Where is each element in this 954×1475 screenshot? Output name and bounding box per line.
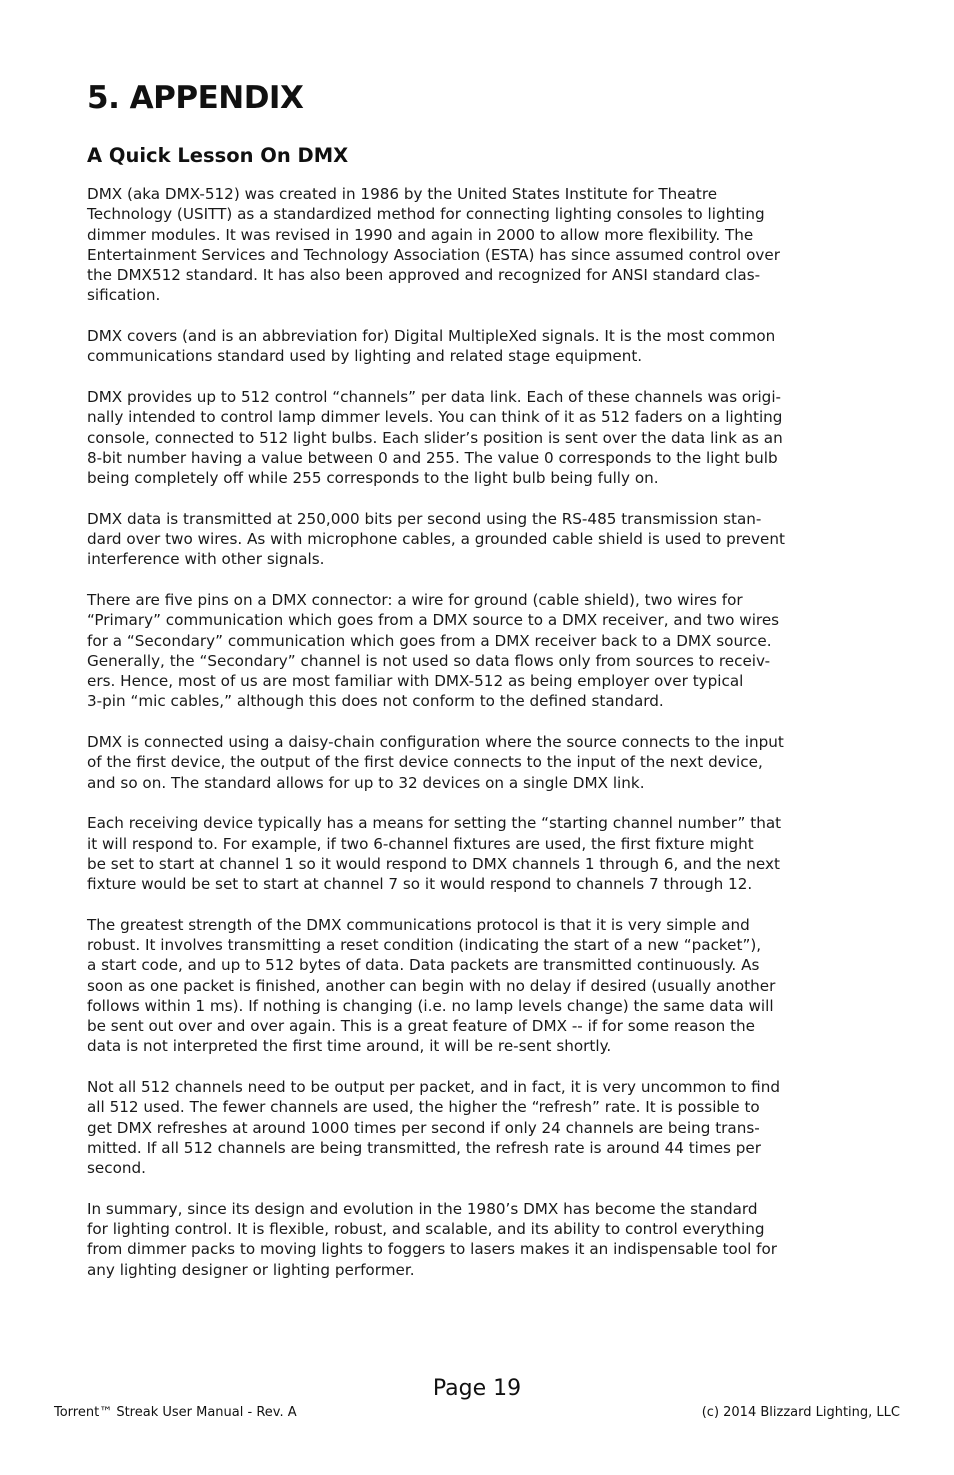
paragraph-line: interference with other signals. [87, 550, 325, 569]
section-title: A Quick Lesson On DMX [87, 144, 349, 167]
paragraph-line: The greatest strength of the DMX communications protocol is that it is very simple and [87, 915, 750, 934]
footer-copyright: (c) 2014 Blizzard Lighting, LLC [701, 1405, 900, 1420]
paragraph-line: “Primary” communication which goes from a DMX source to a DMX receiver, and two wires [87, 611, 780, 630]
body-paragraph [87, 509, 887, 570]
paragraph-line: be sent out over and over again. This is a great feature of DMX -- if for some reason the [87, 1017, 756, 1036]
paragraph-line: data is not interpreted the first time around, it will be re-sent shortly. [87, 1037, 612, 1056]
paragraph-line: mitted. If all 512 channels are being transmitted, the refresh rate is around 44 times per [87, 1138, 762, 1157]
paragraph-line: fixture would be set to start at channel 7 so it would respond to channels 7 through 12. [87, 875, 753, 894]
paragraph-line: for lighting control. It is flexible, robust, and scalable, and its ability to control everything [87, 1220, 765, 1239]
body-paragraph [87, 813, 887, 894]
paragraph-line: being completely off while 255 corresponds to the light bulb being fully on. [87, 469, 659, 488]
body-paragraph [87, 590, 887, 712]
paragraph-line: be set to start at channel 1 so it would respond to DMX channels 1 through 6, and the next [87, 854, 780, 873]
paragraph-line: Entertainment Services and Technology Association (ESTA) has since assumed control over [87, 245, 780, 264]
paragraph-line: Each receiving device typically has a means for setting the “starting channel number” that [87, 814, 782, 833]
body-paragraph [87, 1199, 887, 1280]
page-number: Page 19 [432, 1376, 522, 1401]
body-paragraph [87, 915, 887, 1057]
paragraph-line: ers. Hence, most of us are most familiar with DMX-512 as being employer over typical [87, 672, 744, 691]
paragraph-line: Generally, the “Secondary” channel is not used so data flows only from sources to receiv- [87, 651, 771, 670]
paragraph-line: any lighting designer or lighting performer. [87, 1260, 415, 1279]
paragraph-line: There are five pins on a DMX connector: a wire for ground (cable shield), two wires for [87, 590, 743, 609]
footer-manual-title: Torrent™ Streak User Manual - Rev. A [54, 1405, 297, 1420]
body-paragraph [87, 326, 887, 367]
paragraph-line: Not all 512 channels need to be output per packet, and in fact, it is very uncommon to find [87, 1078, 780, 1097]
paragraph-line: DMX covers (and is an abbreviation for) Digital MultipleXed signals. It is the most common [87, 327, 776, 346]
paragraph-line: robust. It involves transmitting a reset condition (indicating the start of a new “packet”), [87, 935, 762, 954]
paragraph-line: for a “Secondary” communication which goes from a DMX receiver back to a DMX source. [87, 631, 772, 650]
paragraph-line: console, connected to 512 light bulbs. Each slider’s position is sent over the data link as an [87, 428, 783, 447]
paragraph-line: In summary, since its design and evolution in the 1980’s DMX has become the standard [87, 1199, 758, 1218]
paragraph-line: get DMX refreshes at around 1000 times per second if only 24 channels are being trans- [87, 1118, 760, 1137]
paragraph-line: DMX is connected using a daisy-chain configuration where the source connects to the input [87, 733, 784, 752]
paragraph-line: Technology (USITT) as a standardized method for connecting lighting consoles to lighting [87, 205, 765, 224]
paragraph-line: from dimmer packs to moving lights to foggers to lasers makes it an indispensable tool for [87, 1240, 778, 1259]
body-text [87, 184, 887, 1300]
paragraph-line: all 512 used. The fewer channels are used, the higher the “refresh” rate. It is possible to [87, 1098, 760, 1117]
body-paragraph [87, 184, 887, 306]
paragraph-line: of the first device, the output of the first device connects to the input of the next device, [87, 753, 763, 772]
paragraph-line: DMX data is transmitted at 250,000 bits per second using the RS-485 transmission stan- [87, 509, 762, 528]
paragraph-line: a start code, and up to 512 bytes of data. Data packets are transmitted continuously. As [87, 956, 760, 975]
paragraph-line: communications standard used by lighting and related stage equipment. [87, 347, 643, 366]
body-paragraph [87, 1077, 887, 1178]
paragraph-line: it will respond to. For example, if two 6-channel fixtures are used, the first fixture might [87, 834, 754, 853]
paragraph-line: soon as one packet is finished, another can begin with no delay if desired (usually another [87, 976, 776, 995]
paragraph-line: nally intended to control lamp dimmer levels. You can think of it as 512 faders on a lighting [87, 408, 783, 427]
paragraph-line: DMX provides up to 512 control “channels” per data link. Each of these channels was origi- [87, 387, 782, 406]
paragraph-line: sification. [87, 286, 161, 305]
paragraph-line: 3-pin “mic cables,” although this does not conform to the defined standard. [87, 692, 664, 711]
paragraph-line: the DMX512 standard. It has also been approved and recognized for ANSI standard clas- [87, 266, 761, 285]
paragraph-line: 8-bit number having a value between 0 and 255. The value 0 corresponds to the light bulb [87, 448, 778, 467]
paragraph-line: dard over two wires. As with microphone cables, a grounded cable shield is used to prevent [87, 530, 785, 549]
body-paragraph [87, 387, 887, 488]
paragraph-line: dimmer modules. It was revised in 1990 and again in 2000 to allow more flexibility. The [87, 225, 754, 244]
paragraph-line: and so on. The standard allows for up to 32 devices on a single DMX link. [87, 773, 645, 792]
body-paragraph [87, 732, 887, 793]
paragraph-line: follows within 1 ms). If nothing is changing (i.e. no lamp levels change) the same data will [87, 996, 774, 1015]
chapter-title: 5. APPENDIX [87, 80, 304, 116]
paragraph-line: second. [87, 1159, 146, 1178]
paragraph-line: DMX (aka DMX-512) was created in 1986 by the United States Institute for Theatre [87, 185, 718, 203]
